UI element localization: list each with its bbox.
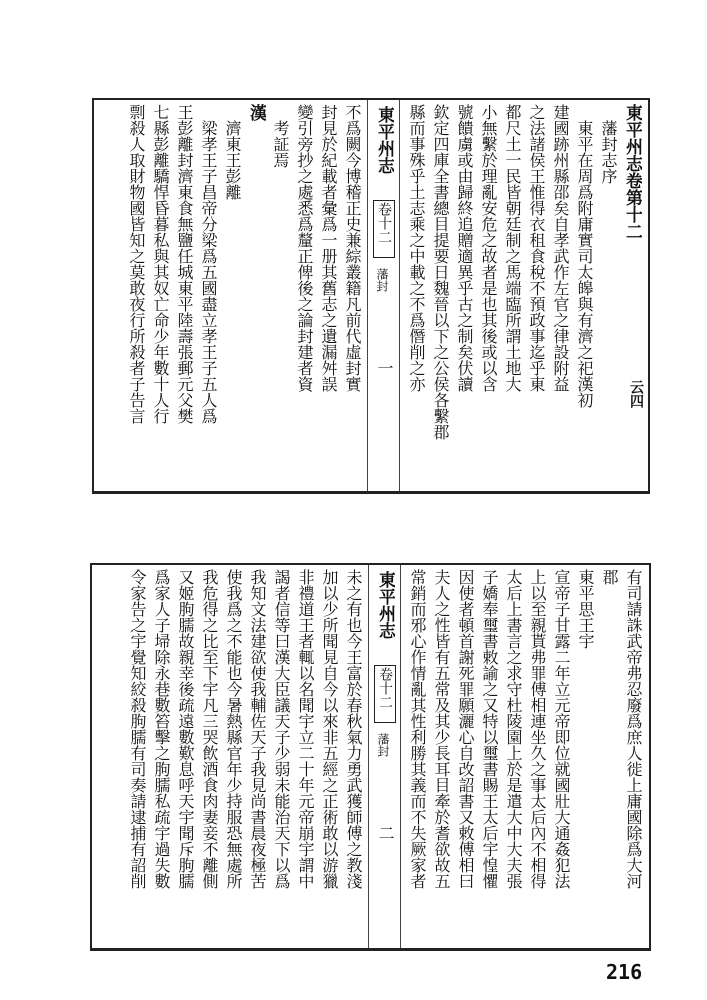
column-divider: [399, 100, 400, 491]
text-column: 考証焉: [271, 104, 290, 168]
strip-subtitle: 藩封: [375, 268, 389, 292]
page-number: 216: [606, 960, 643, 984]
section-heading: 東平思王宇: [576, 569, 595, 649]
text-column: 變引旁抄之處悉爲釐正俾後之論封建者資: [295, 104, 314, 392]
text-column: 東平在周爲附庸實司太皞與有濟之祀漢初: [575, 104, 594, 408]
text-column: 郡: [600, 569, 619, 585]
text-column: 梁孝王子昌帝分梁爲五國盡立孝王子五人爲: [199, 104, 218, 424]
text-column: 我危得之比至下宇凡三哭飲酒食肉妻妾不離側: [200, 569, 219, 889]
bottom-page-panel: [90, 563, 651, 951]
text-column: 宣帝子甘露二年立元帝即位就國壯大通姦犯法: [552, 569, 571, 889]
strip-volume: 卷十二: [376, 202, 392, 244]
text-column: 太后上書言之求守杜陵園上於是遣大中大夫張: [504, 569, 523, 889]
text-column: 使我爲之不能也今暑熱縣官年少持服恐無處所: [224, 569, 243, 889]
strip-title: 東平州志: [375, 571, 395, 639]
stamp-mark: 云四: [628, 380, 644, 408]
top-page-panel: [92, 98, 650, 494]
strip-page-number: 一: [375, 360, 394, 376]
text-column: 不爲闕今博稽正史兼綜叢籍凡前代虛封實: [343, 104, 362, 392]
text-column: 有司請誅武帝弗忍廢爲庶人徙上庸國除爲大河: [624, 569, 643, 889]
text-column: 未之有也今王富於春秋氣力勇武獲師傅之教淺: [344, 569, 363, 889]
text-column: 非禮道王者輒以名聞宇立二十年元帝崩宇謂中: [296, 569, 315, 889]
text-column: 因使者頓首謝死罪願灑心自改詔書又敕傅相曰: [456, 569, 475, 889]
text-column: 號饋虜或由歸終追贈適異乎古之制矣伏讀: [455, 104, 474, 392]
column-divider: [368, 565, 369, 948]
dynasty-heading: 漢: [246, 104, 266, 121]
text-column: 之法諸侯王惟得衣租食稅不預政事迄乎東: [527, 104, 546, 392]
text-column: 令家告之宇覺知絞殺朐臑有司奏請逮捕有詔削: [128, 569, 147, 889]
text-column: 又姬朐臑故親幸後疏遠數歎息呼天宇聞斥朐臑: [176, 569, 195, 889]
text-column: 爲家人子埽除永巷數笞擊之朐臑私疏宇過失數: [152, 569, 171, 889]
text-column: 小無繫於理亂安危之故者是也其後或以含: [479, 104, 498, 392]
volume-heading: 東平州志卷第十二: [622, 104, 642, 240]
text-column: 縣而事殊乎土志乘之中載之不爲僭削之亦: [407, 104, 426, 392]
text-column: 建國跡州縣邵矣自孝武作左官之律設附益: [551, 104, 570, 392]
text-column: 夫人之性皆有五常及其少長耳目牽於耆欲故五: [432, 569, 451, 889]
section-heading: 濟東王彭離: [223, 104, 242, 200]
text-column: 王彭離封濟東食無鹽任城東平陸壽張郵元父樊: [175, 104, 194, 424]
strip-title: 東平州志: [374, 106, 394, 174]
text-column: 欽定四庫全書總目提要日魏晉以下之公侯各繫郡: [431, 104, 450, 440]
column-divider: [367, 100, 368, 491]
text-column: 藩封志序: [599, 104, 618, 184]
text-column: 封見於紀載者彙爲一册其舊志之遺漏舛誤: [319, 104, 338, 392]
text-column: 上以至親貰弗罪傅相連坐久之事太后內不相得: [528, 569, 547, 889]
text-column: 七縣彭離驕悍昏暮私與其奴亡命少年數十人行: [151, 104, 170, 424]
column-divider: [400, 565, 401, 948]
strip-subtitle: 藩封: [376, 733, 390, 757]
strip-page-number: 二: [376, 825, 395, 841]
text-column: 都尺土一民皆朝廷制之馬端臨所謂土地大: [503, 104, 522, 392]
strip-volume: 卷十二: [377, 667, 393, 709]
text-column: 加以少所聞見自今以來非五經之正術敢以游獵: [320, 569, 339, 889]
text-column: 謁者信等曰漢大臣議天子少弱未能治天下以爲: [272, 569, 291, 889]
text-column: 子嬌奉璽書敕諭之又特以璽書賜王太后宇惶懼: [480, 569, 499, 889]
text-column: 常銷而邪心作情亂其性利勝其義而不失厥家者: [408, 569, 427, 889]
text-column: 我知文法建欲使我輔佐天子我見尚書晨夜極苦: [248, 569, 267, 889]
text-column: 剽殺人取財物國皆知之莫敢夜行所殺者子告言: [127, 104, 146, 424]
